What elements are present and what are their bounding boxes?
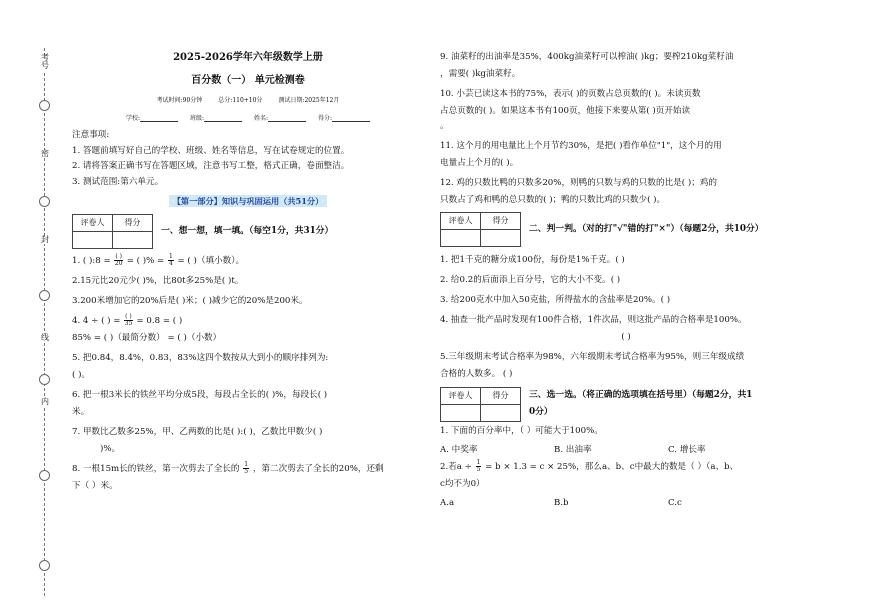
part1-banner (72, 196, 424, 208)
question-8-line2: 下（ ）米。 (72, 481, 118, 492)
notice-item: 1. 答题前填写好自己的学校、班级、姓名等信息，写在试卷规定的位置。 (72, 145, 350, 156)
question-5: 5. 把0.84，8.4%，0.83，83%这四个数按从大到小的顺序排列为: (72, 352, 329, 363)
school-field[interactable] (126, 115, 178, 123)
q1-fraction: $\frac{( )}{20}$ (114, 252, 123, 267)
name-label: 姓名: (254, 114, 269, 122)
question-6-line2: 米。 (72, 406, 90, 417)
binding-hole (39, 560, 50, 571)
q8-text-b: ，第二次剪去了全长的20%，还剩 (252, 464, 384, 475)
score-cell[interactable] (481, 230, 521, 247)
q4-fraction: $\frac{( )}{35}$ (124, 312, 133, 327)
q4-text-a: 4. 4 ÷ ( ) = (72, 315, 121, 326)
question-10: 10. 小芸已读这本书的75%，表示( )的页数占总页数的( )。未读页数 (440, 89, 701, 100)
binding-hole (39, 470, 50, 481)
reviewer-header: 评卷人 (73, 214, 113, 231)
question-4 (72, 314, 424, 329)
score-blank[interactable] (332, 115, 370, 122)
choice-question-2 (440, 460, 812, 475)
q1-fraction-2: $\frac{1}{4}$ (168, 252, 173, 267)
q2-choice-text-b: = b × 1.3 = c × 25%，那么a、b、c中最大的数是（ ）（a、b、 (485, 462, 739, 473)
score-header: 得分 (113, 214, 153, 231)
question-10-line3: 。 (440, 121, 449, 132)
binding-dashed-line (44, 48, 45, 596)
choice-question-2-options (440, 498, 812, 509)
margin-label-seal: 密 (38, 150, 52, 158)
exam-date: 测试日期:2025年12月 (278, 97, 340, 104)
question-9: 9. 油菜籽的出油率是35%，400kg油菜籽可以榨油( )kg；要榨210kg菜籽油 (440, 52, 734, 62)
section1-header (72, 214, 424, 249)
q4-text-b: = 0.8 = ( ) (136, 315, 183, 326)
name-field[interactable] (254, 115, 306, 123)
notice-title: 注意事项: (72, 130, 110, 140)
q2-choice-fraction: $\frac{1}{5}$ (476, 459, 481, 474)
exam-time: 考试时间:90分钟 (156, 97, 203, 104)
class-label: 班级: (189, 114, 204, 122)
left-column (72, 48, 424, 494)
question-5-line2: ( )。 (72, 369, 91, 380)
score-header: 得分 (481, 387, 521, 404)
score-cell[interactable] (481, 404, 521, 421)
q2-choice-text-a: 2.若a ÷ (440, 462, 472, 473)
part1-banner-text: 【第一部分】知识与巩固运用（共51分） (169, 195, 328, 207)
margin-label-line: 线 (38, 334, 52, 342)
judge-question-4-paren[interactable]: ( ) (621, 332, 631, 343)
choice-question-2-line2: c均不为0） (440, 479, 485, 490)
section3-title (529, 387, 752, 420)
question-6: 6. 把一根3米长的铁丝平均分成5段，每段占全长的( )%，每段长( ) (72, 389, 328, 400)
question-9-line2: ，需要( )kg油菜籽。 (440, 69, 521, 80)
choice-question-1-options (440, 445, 812, 456)
name-blank[interactable] (268, 115, 306, 122)
section3-header (440, 387, 812, 422)
binding-hole (39, 196, 50, 207)
class-field[interactable] (190, 115, 242, 123)
score-header: 得分 (481, 213, 521, 230)
margin-label-envelope: 封 (38, 236, 52, 244)
section2-header (440, 212, 812, 247)
section2-title: 二、判一判。（对的打"√"错的打"×"）（每题2分，共10分） (529, 224, 764, 235)
q8-text-a: 8. 一根15m长的铁丝，第一次剪去了全长的 (72, 464, 240, 475)
question-7: 7. 甲数比乙数多25%，甲、乙两数的比是( ):( )，乙数比甲数少( ) (72, 426, 323, 437)
question-3: 3.200米增加它的20%后是( )米；( )减少它的20%是200米。 (72, 295, 308, 306)
page-title: 2025-2026学年六年级数学上册 (173, 52, 323, 63)
choice-question-1: 1. 下面的百分率中，（ ）可能大于100%。 (440, 425, 603, 436)
school-blank[interactable] (140, 115, 178, 122)
judge-question-5: 5.三年级期末考试合格率为98%，六年级期末考试合格率为95%，则三年级成绩 (440, 352, 745, 363)
question-11-line2: 电量占上个月的( )。 (440, 158, 519, 169)
score-field[interactable] (318, 115, 370, 123)
option-c[interactable]: C. 增长率 (668, 444, 706, 455)
question-11: 11. 这个月的用电量比上个月节约30%，是把( )看作单位"1"，这个月的用 (440, 141, 722, 152)
judge-question-3: 3. 给200克水中加入50克盐，所得盐水的含盐率是20%。( ) (440, 295, 671, 306)
student-info-row (72, 115, 424, 123)
option-c[interactable]: C.c (668, 498, 682, 509)
exam-meta-row (72, 97, 424, 105)
option-a[interactable]: A.a (440, 498, 455, 509)
page-subtitle: 百分数（一） 单元检测卷 (191, 74, 305, 86)
score-box (440, 387, 521, 422)
question-12: 12. 鸡的只数比鸭的只数多20%，则鸭的只数与鸡的只数的比是( )；鸡的 (440, 178, 717, 189)
section1-title: 一、想一想，填一填。（每空1分，共31分） (161, 225, 334, 236)
school-label: 学校: (125, 114, 140, 122)
q1-text-b: = ( )% = (126, 255, 165, 266)
reviewer-header: 评卷人 (441, 387, 481, 404)
margin-label-exam-no: 考号 (38, 54, 52, 71)
q1-text-c: = ( )（填小数）。 (177, 255, 245, 266)
section3-title-line2: 0分） (529, 407, 553, 417)
question-1 (72, 254, 424, 269)
question-10-line2: 占总页数的( )。如果这本书有100页，他接下来要从第( )页开始读 (440, 106, 691, 117)
score-label: 得分: (318, 114, 333, 122)
binding-hole (39, 374, 50, 385)
reviewer-cell[interactable] (441, 404, 481, 421)
notice-item: 2. 请将答案正确书写在答题区域，注意书写工整，格式正确，卷面整洁。 (72, 161, 350, 172)
margin-label-inside: 内 (38, 398, 52, 406)
binding-margin (0, 0, 56, 616)
question-4-line2: 85% = ( )（最简分数） = ( )（小数） (72, 332, 222, 343)
judge-question-4: 4. 抽查一批产品时发现有100件合格，1件次品，则这批产品的合格率是100%。 (440, 315, 747, 326)
question-12-line2: 只数占了鸡和鸭的总只数的( )；鸭的只数比鸡的只数少( )。 (440, 195, 666, 206)
judge-question-1: 1. 把1千克的糖分成100份，每份是1%千克。( ) (440, 255, 625, 266)
reviewer-cell[interactable] (441, 230, 481, 247)
section3-title-line1: 三、选一选。（将正确的选项填在括号里）（每题2分，共1 (529, 390, 753, 401)
reviewer-header: 评卷人 (441, 213, 481, 230)
q1-text-a: 1. ( ):8 = (72, 255, 111, 266)
option-a[interactable]: A. 中奖率 (440, 444, 478, 455)
question-2: 2.15元比20元少( )%，比80t多25%是( )t。 (72, 275, 244, 286)
question-7-line2: )%。 (100, 443, 121, 454)
notice-item: 3. 测试范围:第六单元。 (72, 177, 164, 188)
score-box (72, 214, 153, 249)
binding-hole (39, 100, 50, 111)
judge-question-5-line2: 合格的人数多。 ( ) (440, 369, 513, 380)
score-box (440, 212, 521, 247)
option-b[interactable]: B. 出油率 (554, 444, 592, 455)
q8-fraction: $\frac{1}{5}$ (244, 461, 249, 476)
class-blank[interactable] (204, 115, 242, 122)
right-column (440, 48, 812, 509)
reviewer-cell[interactable] (73, 231, 113, 248)
total-score: 总分:110+10分 (218, 97, 263, 104)
binding-hole (39, 290, 50, 301)
judge-question-2: 2. 给0.2的后面添上百分号，它的大小不变。( ) (440, 275, 621, 286)
score-cell[interactable] (113, 231, 153, 248)
question-8 (72, 462, 424, 477)
option-b[interactable]: B.b (554, 498, 569, 509)
